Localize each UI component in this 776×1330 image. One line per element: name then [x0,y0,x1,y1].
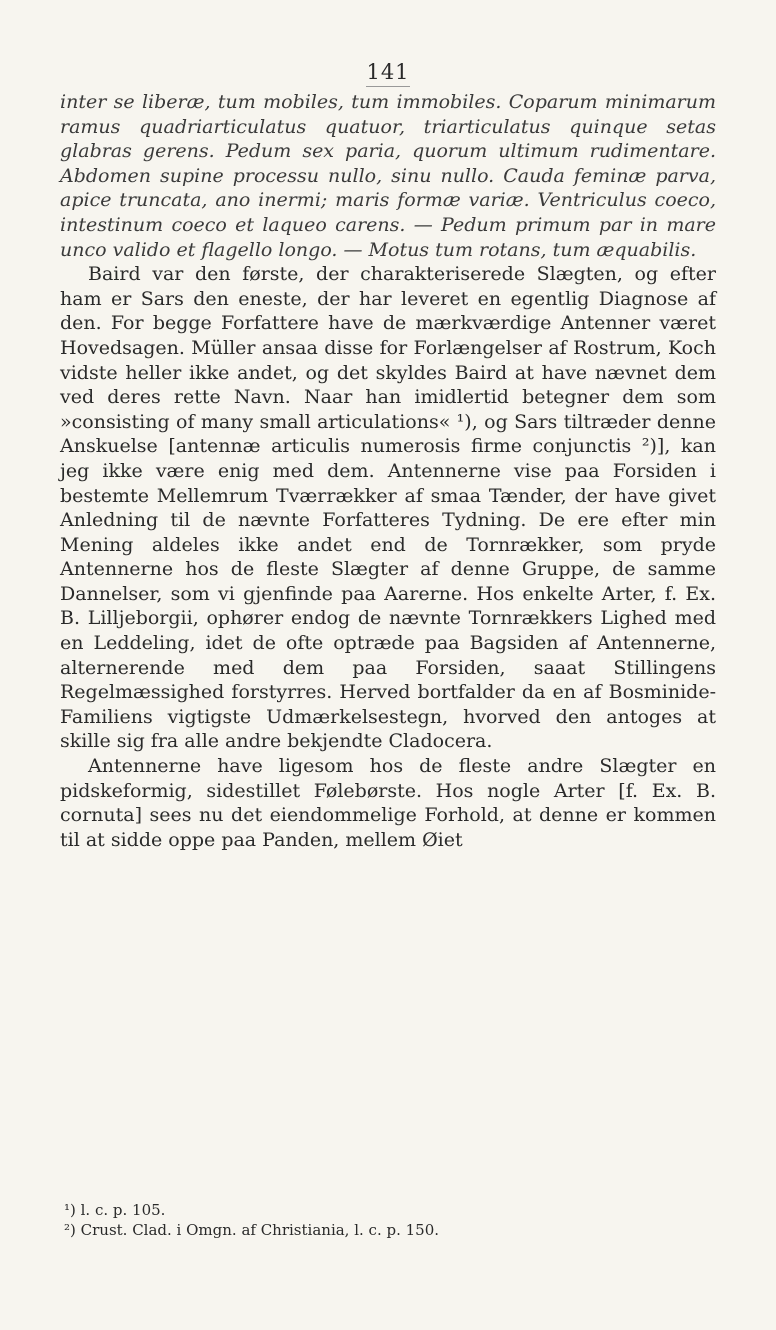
paragraph-antennerne: Antennerne have ligesom hos de fleste andre Slægter en pidskeformig, sidestillet Følebørste. Hos nogle Arter [f. Ex. B. cornuta] sees nu det eiendommelige Forhold, at denne er kommen til at sidde oppe paa Panden, mellem Øiet [60,755,716,851]
footnote-1: ¹) l. c. p. 105. [64,1201,166,1219]
footnote-2: ²) Crust. Clad. i Omgn. af Christiania, l. c. p. 150. [64,1221,440,1239]
paragraph-baird: Baird var den første, der charakteriserede Slægten, og efter ham er Sars den eneste, der har leveret en egentlig Diagnose af den. For begge Forfattere have de mærkværdige Antenner været Hovedsagen. Müller ansaa disse for Forlængelser af Rostrum, Koch vidste heller ikke andet, og det skyldes Baird at have nævnet dem ved deres rette Navn. Naar han imidlertid betegner dem som »consisting of many small articulations« ¹), og Sars tiltræder denne Anskuelse [antennæ articulis numerosis firme conjunctis ²)], kan jeg ikke være enig med dem. Antennerne vise paa Forsiden i bestemte Mellemrum Tværrækker af smaa Tænder, der have givet Anledning til de nævnte Forfatteres Tydning. De ere efter min Mening aldeles ikke andet end de Tornrækker, som pryde Antennerne hos de fleste Slægter af denne Gruppe, de samme Dannelser, som vi gjenfinde paa Aarerne. Hos enkelte Arter, f. Ex. B. Lilljeborgii, ophører endog de nævnte Tornrækkers Lighed med en Leddeling, idet de ofte optræde paa Bagsiden af Antennerne, alternerende med dem paa Forsiden, saaat Stillingens Regelmæssighed forstyrres. Herved bortfalder da en af Bosminide-Familiens vigtigste Udmærkelsestegn, hvorved den antoges at skille sig fra alle andre bekjendte Cladocera. [60,263,716,753]
body-text [60,90,716,852]
page-number: 141 [60,60,716,84]
document-page [60,0,716,1330]
footnotes [60,1200,716,1240]
latin-diagnosis-paragraph: inter se liberæ, tum mobiles, tum immobiles. Coparum minimarum ramus quadriarticulatus quatuor, triarticulatus quinque setas glabras gerens. Pedum sex paria, quorum ultimum rudimentare. Abdomen supine processu nullo, sinu nullo. Cauda feminæ parva, apice truncata, ano inermi; maris formæ variæ. Ventriculus coeco, intestinum coeco et laqueo carens. — Pedum primum par in mare unco valido et flagello longo. — Motus tum rotans, tum æquabilis. [60,91,716,261]
